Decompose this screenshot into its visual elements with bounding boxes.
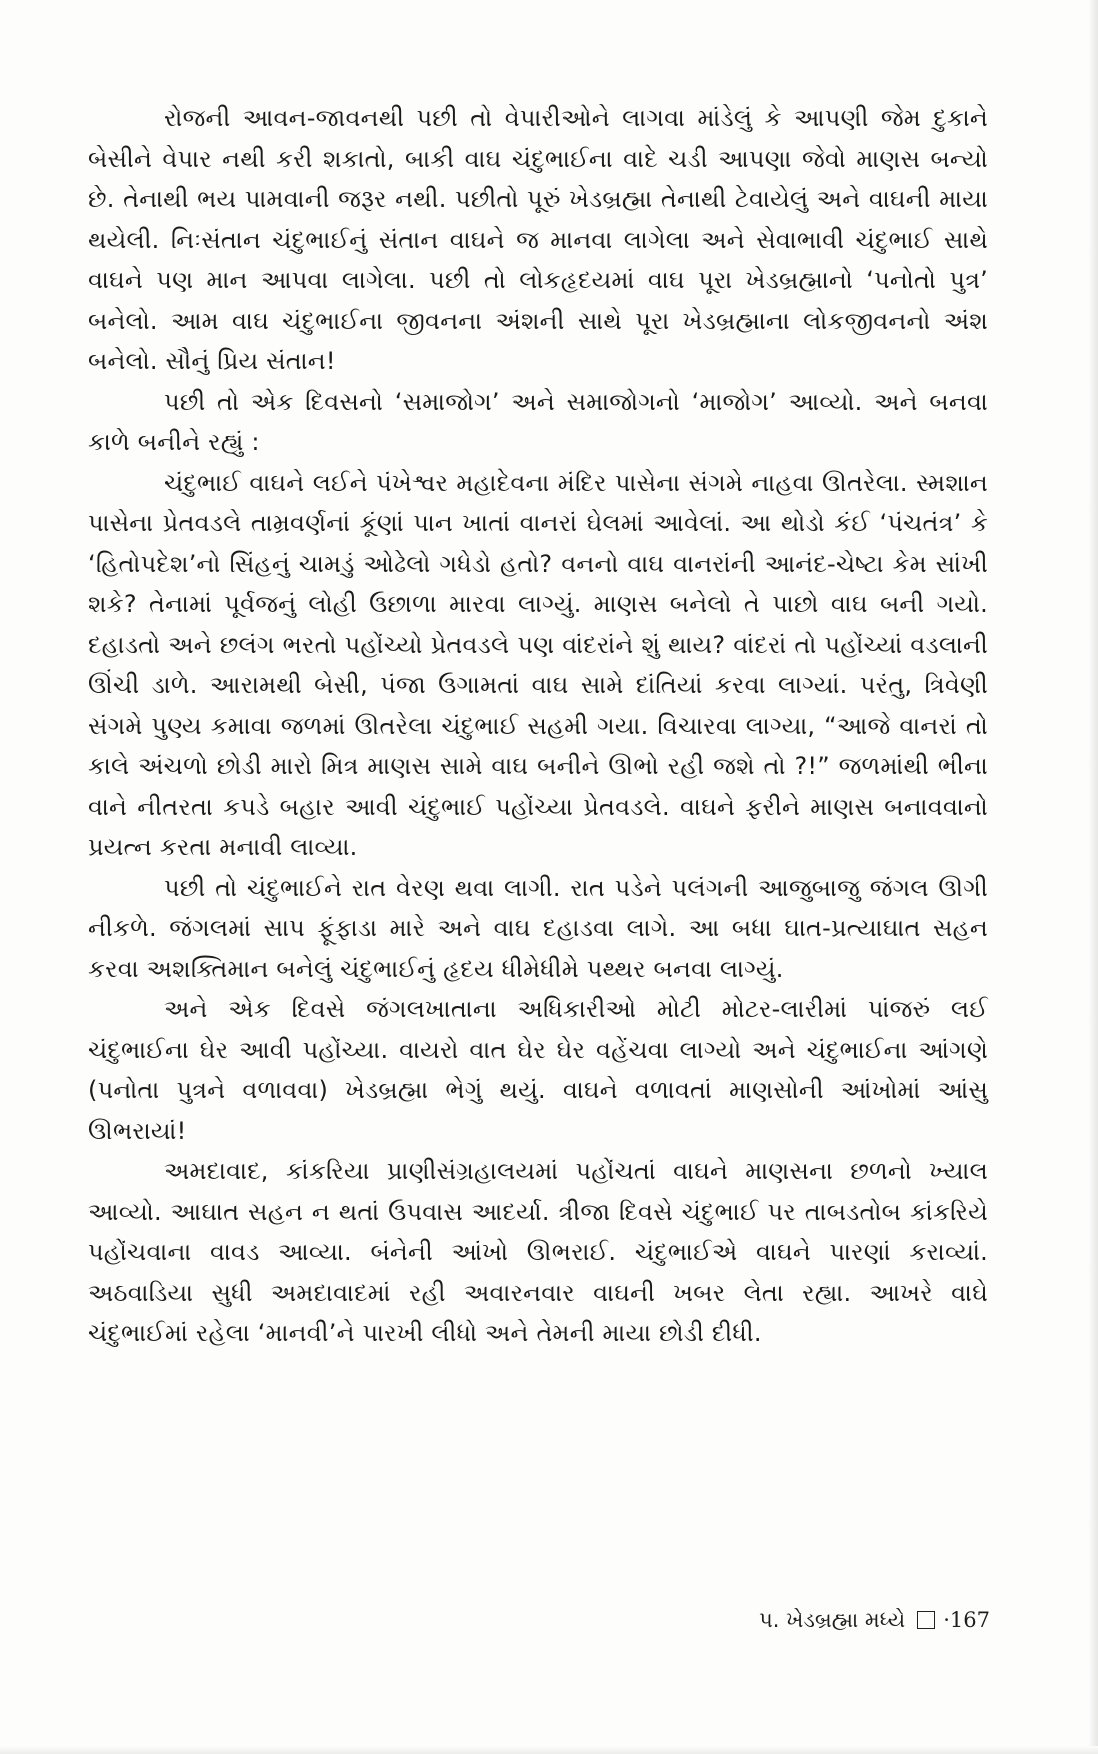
paragraph-4: પછી તો ચંદુભાઈને રાત વેરણ થવા લાગી. રાત પડેને પલંગની આજુબાજુ જંગલ ઊગી નીકળે. જંગલમાં સાપ ફૂંફાડા મારે અને વાઘ દહાડવા લાગે. આ બધા ઘાત-પ્રત્યાઘાત સહન કરવા અશક્તિમાન બનેલું ચંદુભાઈનું હૃદય ધીમેધીમે પથ્થર બનવા લાગ્યું. bbox=[88, 873, 988, 983]
paragraph-1: રોજની આવન-જાવનથી પછી તો વેપારીઓને લાગવા માંડેલું કે આપણી જેમ દુકાને બેસીને વેપાર નથી કરી શકાતો, બાકી વાઘ ચંદુભાઈના વાદે ચડી આપણા જેવો માણસ બન્યો છે. તેનાથી ભય પામવાની જરૂર નથી. પછીતો પૂરું ખેડબ્રહ્મા તેનાથી ટેવાયેલું અને વાઘની માયા થયેલી. નિઃસંતાન ચંદુભાઈનું સંતાન વાઘને જ માનવા લાગેલા અને સેવાભાવી ચંદુભાઈ સાથે વાઘને પણ માન આપવા લાગેલા. પછી તો લોકહૃદયમાં વાઘ પૂરા ખેડબ્રહ્માનો ‘પનોતો પુત્ર’ બનેલો. આમ વાઘ ચંદુભાઈના જીવનના અંશની સાથે પૂરા ખેડબ્રહ્માના લોકજીવનનો અંશ બનેલો. સૌનું પ્રિય સંતાન! bbox=[88, 104, 988, 375]
square-box-icon bbox=[917, 1611, 935, 1629]
paragraph-2: પછી તો એક દિવસનો ‘સમાજોગ’ અને સમાજોગનો ‘માજોગ’ આવ્યો. અને બનવા કાળે બનીને રહ્યું : bbox=[88, 387, 988, 456]
paragraph-5: અને એક દિવસે જંગલખાતાના અધિકારીઓ મોટી મોટર-લારીમાં પાંજરું લઈ ચંદુભાઈના ઘેર આવી પહોંચ્યા. વાયરો વાત ઘેર ઘેર વહેંચવા લાગ્યો અને ચંદુભાઈના આંગણે (પનોતા પુત્રને વળાવવા) ખેડબ્રહ્મા ભેગું થયું. વાઘને વળાવતાં માણસોની આંખોમાં આંસુ ઊભરાયાં! bbox=[88, 995, 988, 1145]
body-text bbox=[88, 98, 988, 1354]
running-footer-chapter: પ. ખેડબ્રહ્મા મધ્યે bbox=[759, 1608, 906, 1632]
page-number: ·167 bbox=[943, 1608, 990, 1632]
page-footer bbox=[759, 1606, 990, 1634]
scan-edge-shadow bbox=[1088, 0, 1098, 1754]
paragraph-3: ચંદુભાઈ વાઘને લઈને પંખેશ્વર મહાદેવના મંદિર પાસેના સંગમે નાહવા ઊતરેલા. સ્મશાન પાસેના પ્રેતવડલે તામ્રવર્ણનાં કૂંણાં પાન ખાતાં વાનરાં ઘેલમાં આવેલાં. આ થોડો કંઈ ‘પંચતંત્ર’ કે ‘હિતોપદેશ’નો સિંહનું ચામડું ઓઢેલો ગધેડો હતો? વનનો વાઘ વાનરાંની આનંદ-ચેષ્ટા કેમ સાંખી શકે? તેનામાં પૂર્વજનું લોહી ઉછાળા મારવા લાગ્યું. માણસ બનેલો તે પાછો વાઘ બની ગયો. દહાડતો અને છલંગ ભરતો પહોંચ્યો પ્રેતવડલે પણ વાંદરાંને શું થાય? વાંદરાં તો પહોંચ્યાં વડલાની ઊંચી ડાળે. આરામથી બેસી, પંજા ઉગામતાં વાઘ સામે દાંતિયાં કરવા લાગ્યાં. પરંતુ, ત્રિવેણી સંગમે પુણ્ય કમાવા જળમાં ઊતરેલા ચંદુભાઈ સહમી ગયા. વિચારવા લાગ્યા, “આજે વાનરાં તો કાલે અંચળો છોડી મારો મિત્ર માણસ સામે વાઘ બનીને ઊભો રહી જશે તો ?!” જળમાંથી ભીના વાને નીતરતા કપડે બહાર આવી ચંદુભાઈ પહોંચ્યા પ્રેતવડલે. વાઘને ફરીને માણસ બનાવવાનો પ્રયત્ન કરતા મનાવી લાવ્યા. bbox=[88, 468, 988, 861]
paragraph-6: અમદાવાદ, કાંકરિયા પ્રાણીસંગ્રહાલયમાં પહોંચતાં વાઘને માણસના છળનો ખ્યાલ આવ્યો. આઘાત સહન ન થતાં ઉપવાસ આદર્યા. ત્રીજા દિવસે ચંદુભાઈ પર તાબડતોબ કાંકરિયે પહોંચવાના વાવડ આવ્યા. બંનેની આંખો ઊભરાઈ. ચંદુભાઈએ વાઘને પારણાં કરાવ્યાં. અઠવાડિયા સુધી અમદાવાદમાં રહી અવારનવાર વાઘની ખબર લેતા રહ્યા. આખરે વાઘે ચંદુભાઈમાં રહેલા ‘માનવી’ને પારખી લીધો અને તેમની માયા છોડી દીધી. bbox=[88, 1157, 988, 1347]
scan-edge-shadow-bottom bbox=[0, 1746, 1098, 1754]
